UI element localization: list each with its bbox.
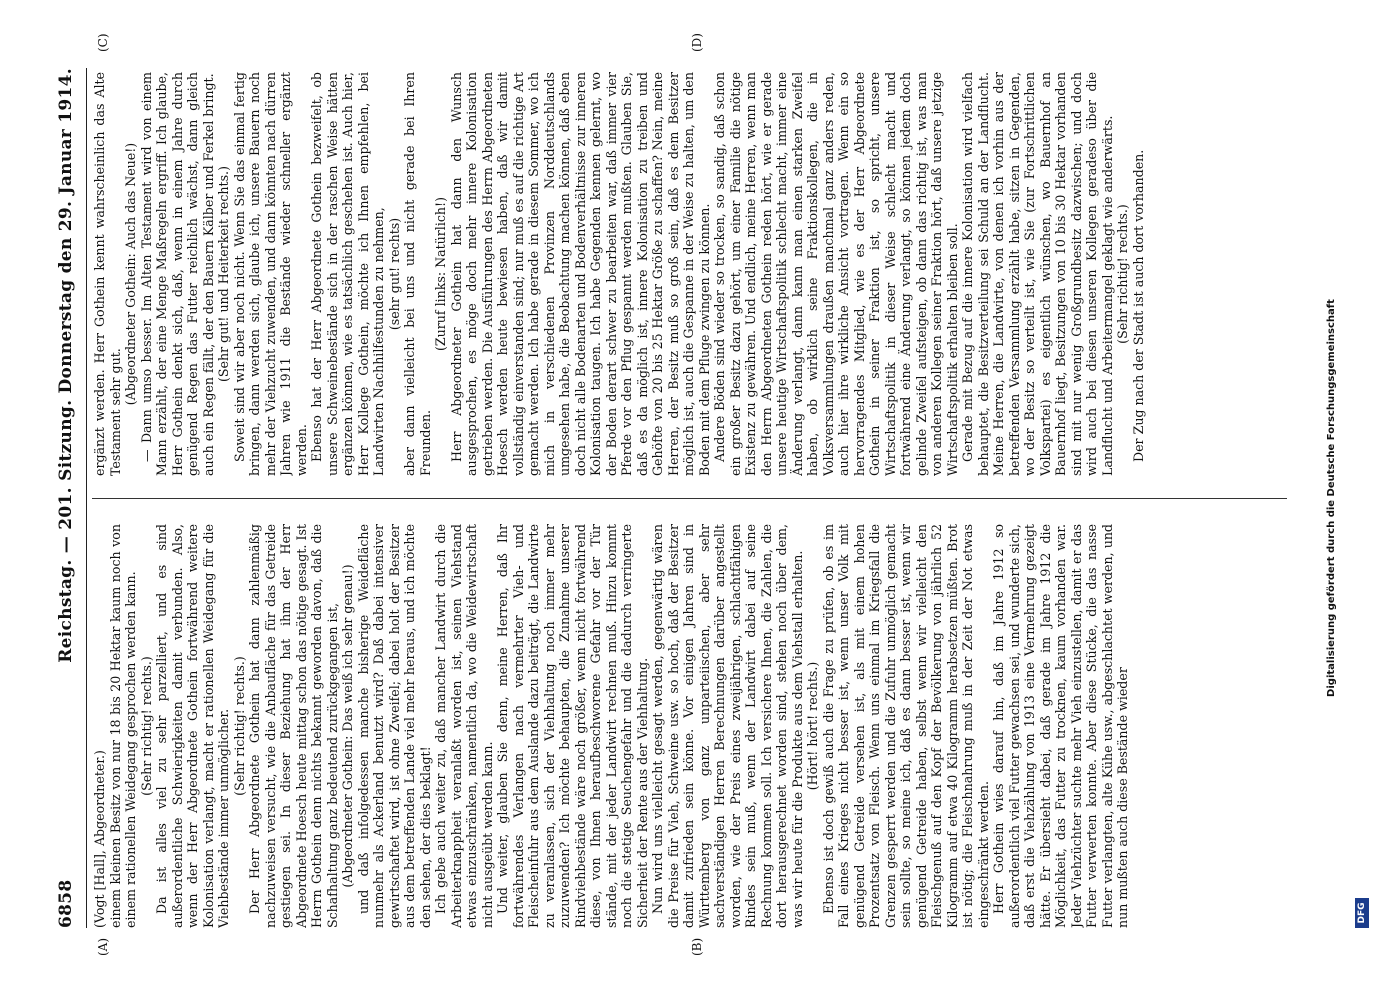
- margin-mark-a: (A): [96, 937, 110, 956]
- speaker-note: (Vogt [Hall], Abgeordneter.): [92, 750, 107, 928]
- interjection: (Abgeordneter Gothein: Auch das Neue!): [123, 142, 138, 406]
- interjection: (Sehr gut! und Heiterkeit rechts.): [216, 166, 231, 382]
- interjection: (Sehr richtig! rechts.): [231, 656, 247, 796]
- session-title: Reichstag. — 201. Sitzung. Donnerstag den 29. Januar 1914.: [56, 68, 76, 663]
- right-column: [92, 72, 1287, 476]
- paragraph: Und weiter, glauben Sie denn, meine Herren, daß Ihr fortwährendes Verlangen nach vermehrter Vieh- und Fleischeinfuhr aus dem Auslande dazu beiträgt, die Landwirte zu veranlassen, sich der Viehhaltung noch immer mehr zuzuwenden? Ich möchte behaupten, die Zunahme unserer Rindviehbestände wäre noch größer, wenn nicht fortwährend diese, von Ihnen heraufbeschworene Gefahr vor der Tür stände, mit der jeder Landwirt rechnen muß. Hinzu kommt noch die stetige Seuchengefahr und die dadurch verringerte Sicherheit der Rente aus der Viehhaltung.: [495, 524, 650, 928]
- interjection: (Sehr richtig! rechts.): [1115, 204, 1130, 344]
- digitization-credit: Digitalisierung gefördert durch die Deutsche Forschungsgemeinschaft: [1326, 299, 1337, 697]
- margin-mark-b: (B): [690, 937, 704, 956]
- interjection: (sehr gut! rechts): [386, 217, 402, 331]
- paragraph: Andere Böden sind wieder so trocken, so sandig, daß schon ein großer Besitz dazu gehört, um einer Familie die nötige Existenz zu gewähren. Und endlich, meine Herren, wenn man den Herrn Abgeordneten Gothein reden hört, wie er gerade unsere heutige Wirtschaftspolitik schlecht macht, immer eine Änderung verlangt, dann kann man einen starken Zweifel haben, ob wirklich seine Fraktionskollegen, die in Volksversammlungen draußen manchmal ganz anders reden, auch hier ihre wirkliche Ansicht vortragen. Wenn ein so hervorragendes Mitglied, wie es der Herr Abgeordnete Gothein in seiner Fraktion ist, so spricht, unsere Wirtschaftspolitik in dieser Weise schlecht macht und fortwährend eine Änderung verlangt, so können jedem doch gelinde Zweifel aufsteigen, ob dann das richtig ist, was man von anderen Kollegen seiner Fraktion hört, daß unsere jetzige Wirtschaftspolitik erhalten bleiben soll.: [712, 72, 960, 476]
- page-number: 6858: [56, 879, 76, 928]
- dfg-logo: DFG: [1355, 898, 1369, 928]
- paragraph: — Dann umso besser. Im Alten Testament wird von einem Mann erzählt, der eine Menge Maßregeln ergriff. Ich glaube, Herr Gothein denkt sich, daß, wenn in einem Jahre durch genügend Regen das Futter reichlich wächst, dann gleich auch ein Regen fällt, der den Bauern Kälber und Ferkel bringt.: [138, 72, 216, 476]
- interjection: (Sehr richtig! rechts.): [138, 656, 154, 796]
- margin-mark-d: (D): [690, 33, 704, 52]
- paragraph: aber dann vielleicht bei uns und nicht gerade bei Ihren Freunden.: [402, 72, 433, 476]
- paragraph: einem kleinen Besitz von nur 18 bis 20 Hektar kaum noch von einem rationellen Weidegang gesprochen werden kann.: [107, 524, 138, 928]
- paragraph: und daß infolgedessen manche bisherige Weidefläche nunmehr als Ackerland benutzt wird? Daß dabei intensiver gewirtschaftet wird, ist ohne Zweifel; dabei holt der Besitzer aus dem betreffenden Lande viel mehr heraus, und ich möchte den sehen, der dies beklagt!: [355, 524, 433, 928]
- paragraph: Ebenso ist doch gewiß auch die Frage zu prüfen, ob es im Fall eines Krieges nicht besser ist, wenn unser Volk mit genügend Getreide versehen ist, als mit einem hohen Prozentsatz von Fleisch. Wenn uns einmal im Kriegsfall die Grenzen gesperrt werden und die Zufuhr unmöglich gemacht sein sollte, so meine ich, daß es dann besser ist, wenn wir genügend Getreide haben, selbst wenn wir vielleicht den Fleischgenuß auf den Kopf der Bevölkerung von jährlich 52 Kilogramm auf etwa 40 Kilogramm herabsetzen müßten. Brot ist nötig; die Fleischnahrung muß in der Zeit der Not etwas eingeschränkt werden.: [820, 524, 991, 928]
- margin-mark-c: (C): [96, 33, 110, 52]
- paragraph: Da ist alles viel zu sehr parzelliert, und es sind außerordentliche Schwierigkeiten damit verbunden. Also, wenn der Herr Abgeordnete Gothein fortwährend weitere Kolonisation verlangt, macht er rationellen Weidegang für die Viehbestände immer unmöglicher.: [154, 524, 231, 928]
- column-divider: [92, 498, 1287, 499]
- paragraph: Herr Gothein wies darauf hin, daß im Jahre 1912 so außerordentlich viel Futter gewachsen sei, und wunderte sich, daß erst die Viehzählung von 1913 eine Vermehrung gezeigt hätte. Er übersieht dabei, daß gerade im Jahre 1912 die Möglichkeit, das Futter zu trocknen, kaum vorhanden war. Jeder Viehzüchter suchte mehr Vieh einzustellen, damit er das Futter verwerten konnte. Aber diese Stücke, die das nasse Futter verlangten, alte Kühe usw., abgeschlachtet werden, und nun mußten auch diese Bestände wieder: [991, 524, 1130, 928]
- paragraph: Soweit sind wir aber noch nicht. Wenn Sie das einmal fertig bringen, dann werden sich, glaube ich, unsere Bauern noch mehr der Viehzucht zuwenden, und dann könnten nach dürren Jahren wie 1911 die Bestände wieder schneller ergänzt werden.: [231, 72, 309, 476]
- paragraph: Ebenso hat der Herr Abgeordnete Gothein bezweifelt, ob unsere Schweinebestände sich in der raschen Weise hätten ergänzen können, wie es tatsächlich geschehen ist. Auch hier, Herr Kollege Gothein, möchte ich Ihnen empfehlen, bei Landwirten Nachhilfestunden zu nehmen,: [309, 72, 386, 476]
- interjection: (Abgeordneter Gothein: Das weiß ich sehr genau!): [340, 564, 355, 888]
- header-rule: [86, 68, 87, 928]
- left-column: [92, 524, 1287, 928]
- paragraph: Ich gebe auch weiter zu, daß mancher Landwirt durch die Arbeiterknappheit veranlaßt worden ist, seinen Viehstand etwas einzuschränken, namentlich da, wo die Weidewirtschaft nicht ausgeübt werden kann.: [433, 524, 495, 928]
- paragraph: Gerade mit Bezug auf die innere Kolonisation wird vielfach behauptet, die Besitzverteilung sei Schuld an der Landflucht. Meine Herren, die Landwirte, von denen ich vorhin aus der betreffenden Versammlung erzählt habe, sitzen in Gegenden, wo der Besitz so verteilt ist, wie Sie (zur Fortschrittlichen Volkspartei) es eigentlich wünschen, wo Bauernhof an Bauernhof liegt, Besitzungen von 10 bis 30 Hektar vorhanden sind mit nur wenig Großgrundbesitz dazwischen; und doch wird auch bei diesen unseren Kollegen geradeso über die Landflucht und Arbeitermangel geklagt wie anderwärts.: [960, 72, 1115, 476]
- paragraph: ergänzt werden. Herr Gothein kennt wahrscheinlich das Alte Testament sehr gut.: [92, 72, 123, 476]
- interjection: (Zuruf links: Natürlich!): [433, 197, 448, 351]
- page-header: [56, 68, 78, 928]
- paragraph: Herr Abgeordneter Gothein hat dann den Wunsch ausgesprochen, es möge doch mehr innere Kolonisation getrieben werden. Die Ausführungen des Herrn Abgeordneten Hoesch werden heute bewiesen haben, daß wir damit vollständig einverstanden sind; nur muß es auf die richtige Art gemacht werden. Ich habe gerade in diesem Sommer, wo ich mich in verschiedenen Provinzen Norddeutschlands umgesehen habe, die Beobachtung machen können, daß eben doch nicht alle Bodenarten und Bodenverhältnisse zur inneren Kolonisation taugen. Ich habe Gegenden kennen gelernt, wo der Boden derart schwer zu bearbeiten war, daß immer vier Pferde vor den Pflug gespannt werden mußten. Glauben Sie, daß es da möglich ist, innere Kolonisation zu treiben und Gehöfte von 20 bis 25 Hektar Größe zu schaffen? Nein, meine Herren, der Besitz muß so groß sein, daß es dem Besitzer möglich ist, auch die Gespanne in der Weise zu halten, um den Boden mit dem Pfluge zwingen zu können.: [448, 72, 712, 476]
- paragraph: Der Zug nach der Stadt ist auch dort vorhanden.: [1130, 149, 1146, 462]
- paragraph: Der Herr Abgeordnete Gothein hat dann zahlenmäßig nachzuweisen versucht, wie die Anbaufläche für das Getreide gestiegen sei. In dieser Beziehung hat ihm der Herr Abgeordnete Hoesch heute mittag schon das nötige gesagt. Ist Herrn Gothein denn nichts bekannt geworden davon, daß die Schafhaltung ganz bedeutend zurückgegangen ist,: [247, 524, 340, 928]
- interjection: (Hört! hört! rechts.): [805, 661, 820, 791]
- paragraph: Nun wird uns vielleicht gesagt werden, gegenwärtig wären die Preise für Vieh, Schweine usw. so hoch, daß der Besitzer damit zufrieden sein könne. Vor einigen Jahren sind in Württemberg von ganz unparteiischen, aber sehr sachverständigen Herren Berechnungen darüber angestellt worden, wie der Preis eines zweijährigen, schlachtfähigen Rindes sein muß, wenn der Landwirt dabei auf seine Rechnung kommen soll. Ich versichere Ihnen, die Zahlen, die dort herausgerechnet worden sind, stehen noch über dem, was wir heute für die Produkte aus dem Viehstall erhalten.: [650, 524, 805, 928]
